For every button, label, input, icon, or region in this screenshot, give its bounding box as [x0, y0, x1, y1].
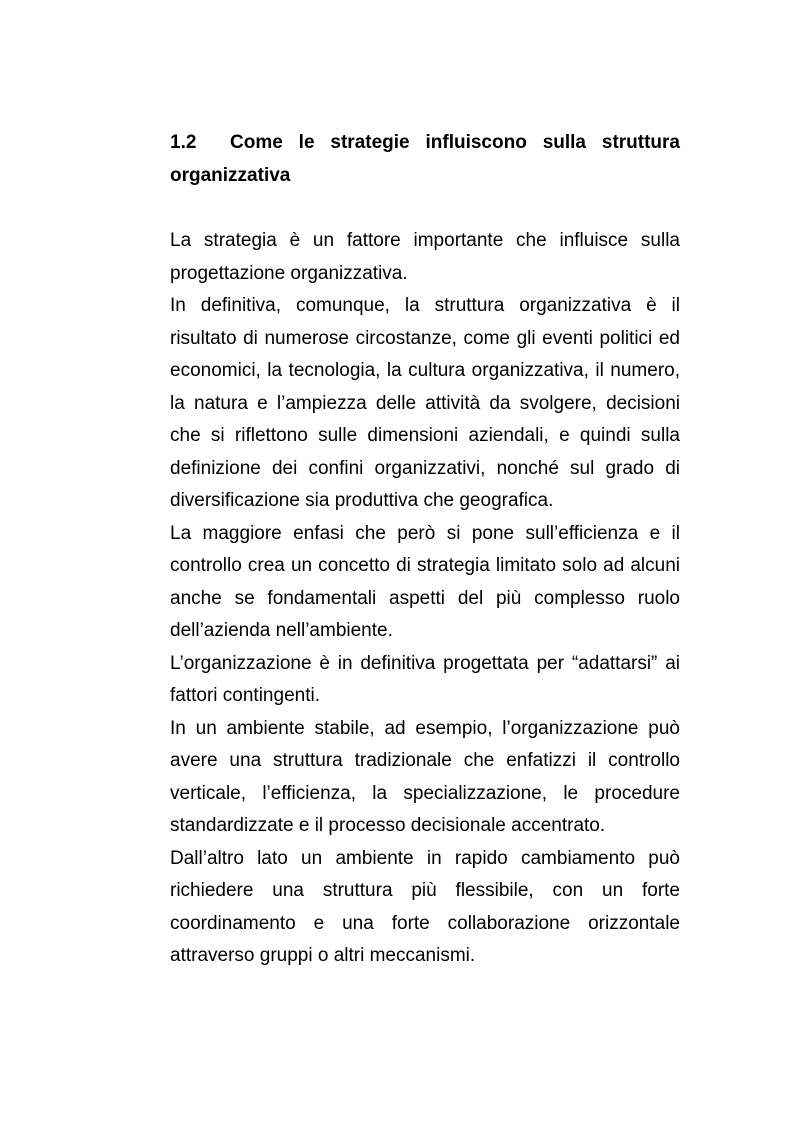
section-number: 1.2	[170, 132, 197, 153]
paragraph: Dall’altro lato un ambiente in rapido cambiamento può richiedere una struttura più flessibile, con un forte coordinamento e una forte collaborazione orizzontale attraverso gruppi o altri meccanismi.	[170, 847, 680, 966]
paragraph: L’organizzazione è in definitiva progettata per “adattarsi” ai fattori contingenti.	[170, 652, 680, 706]
section-title: Come le strategie influiscono sulla struttura organizzativa	[170, 132, 680, 186]
paragraph: In definitiva, comunque, la struttura organizzativa è il risultato di numerose circostanze, come gli eventi politici ed economici, la tecnologia, la cultura organizzativa, il numero, la natura e l’ampiezza delle attività da svolgere, decisioni che si riflettono sulle dimensioni aziendali, e quindi sulla definizione dei confini organizzativi, nonché sul grado di diversificazione sia produttiva che geografica.	[170, 295, 680, 511]
section-heading	[170, 127, 680, 192]
paragraph: In un ambiente stabile, ad esempio, l’organizzazione può avere una struttura tradizionale che enfatizzi il controllo verticale, l’efficienza, la specializzazione, le procedure standardizzate e il processo decisionale accentrato.	[170, 717, 680, 836]
document-page	[170, 127, 680, 973]
paragraph: La maggiore enfasi che però si pone sull’efficienza e il controllo crea un concetto di strategia limitato solo ad alcuni anche se fondamentali aspetti del più complesso ruolo dell’azienda nell’ambiente.	[170, 522, 680, 641]
body-text	[170, 225, 680, 973]
paragraph: La strategia è un fattore importante che influisce sulla progettazione organizzativa.	[170, 230, 680, 284]
